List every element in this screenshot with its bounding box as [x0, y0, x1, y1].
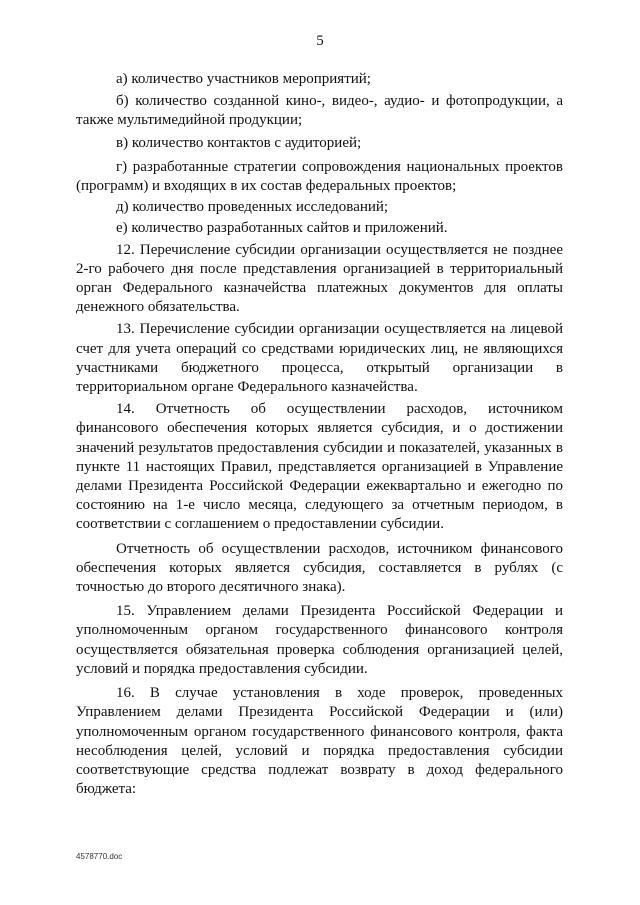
- paragraph-14-cont: Отчетность об осуществлении расходов, источником финансового обеспечения которых является субсидия, составляется в рублях (с точностью до второго десятичного знака).: [76, 540, 563, 596]
- list-item-d: д) количество проведенных исследований;: [116, 199, 389, 216]
- list-item-b: б) количество созданной кино-, видео-, аудио- и фотопродукции, а также мультимедийной продукции;: [76, 93, 564, 129]
- list-item-g: г) разработанные стратегии сопровождения национальных проектов (программ) и входящих в их состав федеральных проектов;: [76, 158, 563, 195]
- footer-filename: 4578770.doc: [76, 852, 123, 861]
- paragraph-12: 12. Перечисление субсидии организации осуществляется не позднее 2-го рабочего дня после представления организацией в территориальный орган Федерального казначейства платежных документов для оплаты денежного обязательства.: [76, 241, 564, 316]
- paragraph-16: 16. В случае установления в ходе проверок, проведенных Управлением делами Президента Российской Федерации и (или) уполномоченным органом государственного финансового контроля, факта несоблюдения целей, условий и порядка предоставления субсидии соответствующие средства подлежат возврату в доход федерального бюджета:: [76, 685, 563, 798]
- paragraph-15: 15. Управлением делами Президента Российской Федерации и уполномоченным органом государственного финансового контроля осуществляется обязательная проверка соблюдения организацией целей, условий и порядка предоставления субсидии.: [76, 603, 563, 677]
- paragraph-14: 14. Отчетность об осуществлении расходов, источником финансового обеспечения которых является субсидия, и о достижении значений результатов предоставления субсидии и показателей, указанных в пункте 11 настоящих Правил, представляется организацией в Управление делами Президента Российской Федерации ежеквартально и ежегодно по состоянию на 1-е число месяца, следующего за отчетным периодом, в соответствии с соглашением о предоставлении субсидии.: [76, 401, 564, 533]
- page-number: 5: [316, 33, 324, 49]
- document-body: [76, 70, 563, 799]
- paragraph-13: 13. Перечисление субсидии организации осуществляется на лицевой счет для учета операций со средствами юридических лиц, не являющихся участниками бюджетного процесса, открытый организации в территориальном органе Федерального казначейства.: [76, 321, 563, 396]
- list-item-a: а) количество участников мероприятий;: [116, 71, 371, 87]
- list-item-e: е) количество разработанных сайтов и приложений.: [116, 220, 448, 237]
- list-item-v: в) количество контактов с аудиторией;: [116, 134, 362, 151]
